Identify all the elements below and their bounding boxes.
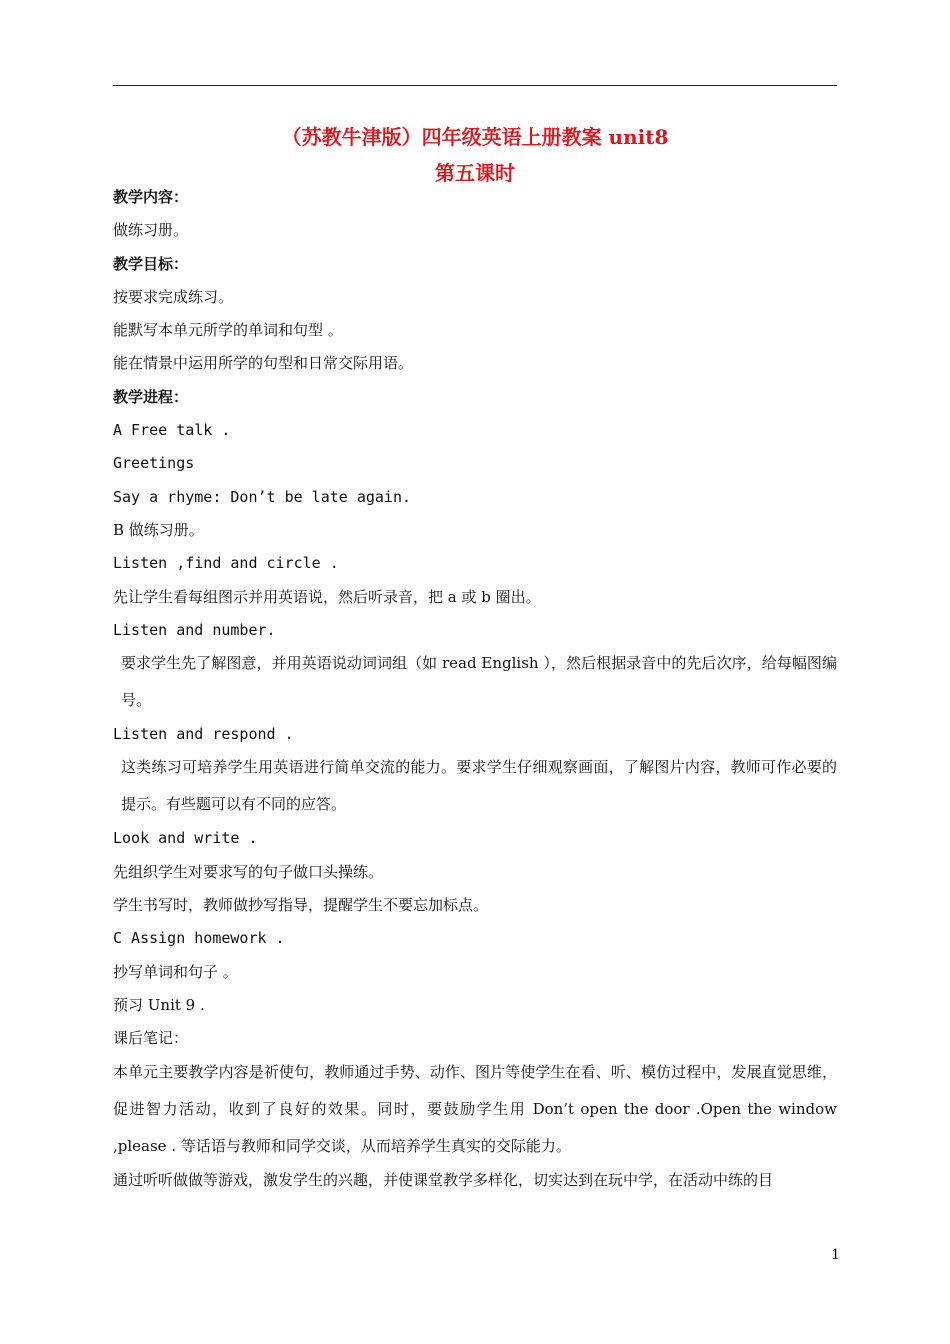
header-rule bbox=[113, 85, 837, 86]
body-line: Listen ,find and circle . bbox=[113, 554, 339, 573]
body-line: 预习 Unit 9 . bbox=[113, 995, 205, 1014]
body-line: 能默写本单元所学的单词和句型 。 bbox=[113, 321, 343, 340]
body-line: 能在情景中运用所学的句型和日常交际用语。 bbox=[113, 354, 414, 373]
page-number: 1 bbox=[831, 1247, 840, 1263]
document-body bbox=[113, 187, 837, 1203]
body-line: Listen and respond . bbox=[113, 725, 294, 744]
body-line: 学生书写时，教师做抄写指导，提醒学生不要忘加标点。 bbox=[113, 896, 489, 915]
body-line: Greetings bbox=[113, 454, 195, 473]
body-line: 通过听听做做等游戏，激发学生的兴趣，并使课堂教学多样化，切实达到在玩中学，在活动中练的目 bbox=[113, 1170, 774, 1189]
document-title: （苏教牛津版）四年级英语上册教案 unit8 bbox=[281, 125, 669, 149]
body-line: 先让学生看每组图示并用英语说，然后听录音，把 a 或 b 圈出。 bbox=[113, 587, 541, 606]
body-line: 本单元主要教学内容是祈使句，教师通过手势、动作、图片等使学生在看、听、模仿过程中，发展直觉思维，促进智力活动，收到了良好的效果。同时，要鼓励学生用 Don’t open the door .Open the window ,please . 等话语与教师和同学交谈，从而培养学生真实的交际能力。 bbox=[113, 1062, 837, 1155]
body-line: 教学内容： bbox=[113, 188, 189, 206]
body-line: 教学进程： bbox=[113, 387, 189, 406]
body-line: A Free talk . bbox=[113, 421, 231, 440]
body-line: 做练习册。 bbox=[113, 221, 189, 240]
body-line: 先组织学生对要求写的句子做口头操练。 bbox=[113, 862, 384, 881]
body-line: 按要求完成练习。 bbox=[113, 287, 234, 306]
body-line: 这类练习可培养学生用英语进行简单交流的能力。要求学生仔细观察画面，了解图片内容，教师可作必要的提示。有些题可以有不同的应答。 bbox=[121, 758, 837, 814]
body-line: 要求学生先了解图意，并用英语说动词词组（如 read English ），然后根据录音中的先后次序，给每幅图编号。 bbox=[121, 654, 837, 710]
body-line: 抄写单词和句子 。 bbox=[113, 962, 238, 981]
body-line: 教学目标： bbox=[113, 254, 189, 273]
body-line: C Assign homework . bbox=[113, 929, 285, 948]
body-line: 课后笔记： bbox=[113, 1029, 189, 1048]
document-subtitle: 第五课时 bbox=[435, 161, 515, 185]
body-line: Look and write . bbox=[113, 829, 258, 848]
body-line: B 做练习册。 bbox=[113, 520, 204, 539]
body-line: Listen and number. bbox=[113, 620, 276, 639]
body-line: Say a rhyme: Don’t be late again. bbox=[113, 487, 412, 506]
